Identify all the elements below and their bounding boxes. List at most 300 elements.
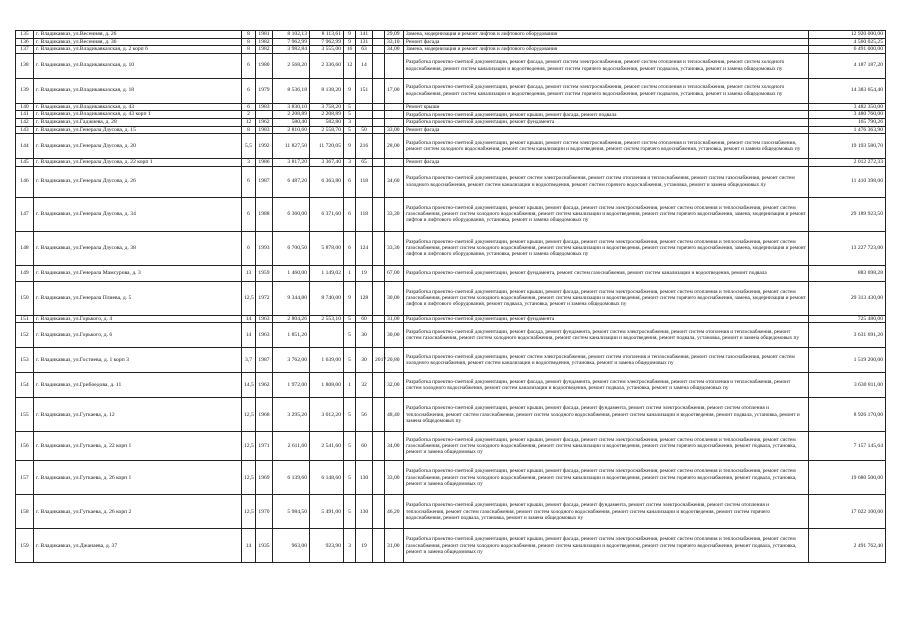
apartments-cell: 128: [356, 281, 373, 315]
total-area-cell: 1 972,00: [273, 373, 310, 398]
row-number-cell: 151: [16, 315, 34, 323]
apartments-cell: 60: [356, 315, 373, 323]
row-number-cell: 153: [16, 348, 34, 373]
cost-cell: 2 012 272,33: [809, 159, 886, 167]
row-number-cell: 145: [16, 159, 34, 167]
total-area-cell: 2 568,20: [273, 53, 310, 78]
apartments-cell: 19: [356, 529, 373, 563]
total-area-cell: 3 982,84: [273, 46, 310, 54]
apartments-cell: 151: [356, 78, 373, 103]
living-area-cell: 3 555,00: [310, 46, 344, 54]
apartments-cell: [356, 118, 373, 126]
floors-cell: 6: [242, 103, 256, 111]
year-cell: 1935: [256, 529, 273, 563]
wear-cell: 20,80: [385, 348, 404, 373]
floors-cell: 8: [242, 126, 256, 134]
year-cell: 1987: [256, 348, 273, 373]
apartments-cell: 141: [356, 31, 373, 39]
address-cell: г. Владикавказ, ул.Генерала Дзусова, д. 26: [34, 166, 242, 197]
row-number-cell: 147: [16, 197, 34, 231]
year-cell: 1986: [256, 159, 273, 167]
cost-cell: 3 480 760,00: [809, 111, 886, 119]
entrances-cell: 6: [344, 197, 356, 231]
row-number-cell: 142: [16, 118, 34, 126]
extra-year-cell: [373, 159, 385, 167]
address-cell: г. Владикавказ, ул.Горького, д. 6: [34, 323, 242, 348]
total-area-cell: 580,40: [273, 118, 310, 126]
year-cell: 1962: [256, 118, 273, 126]
table-row: [16, 126, 886, 134]
year-cell: 1959: [256, 265, 273, 281]
entrances-cell: 5: [344, 126, 356, 134]
wear-cell: 30,00: [385, 281, 404, 315]
year-cell: 1963: [256, 323, 273, 348]
floors-cell: 6: [242, 166, 256, 197]
wear-cell: 31,00: [385, 529, 404, 563]
cost-cell: 4 187 187,20: [809, 53, 886, 78]
entrances-cell: 9: [344, 281, 356, 315]
row-number-cell: 152: [16, 323, 34, 348]
entrances-cell: 9: [344, 78, 356, 103]
living-area-cell: 3 758,20: [310, 103, 344, 111]
living-area-cell: 2 541,60: [310, 432, 344, 461]
entrances-cell: 9: [344, 31, 356, 39]
living-area-cell: 8 138,20: [310, 78, 344, 103]
total-area-cell: 8 536,18: [273, 78, 310, 103]
year-cell: 1987: [256, 166, 273, 197]
floors-cell: 14: [242, 315, 256, 323]
wear-cell: 34,00: [385, 46, 404, 54]
work-description-cell: Разработка проектно-сметной документации, ремонт систем электроснабжения, ремонт систем отопления и теплоснабжения, ремонт систем газоснабжения, ремонт систем холодного водоснабжения, ремонт систем канализации и водоотведения, ремонт систем горячего водоснабжения, установка, ремонт и замена общедомовых пу: [404, 166, 809, 197]
table-row: [16, 315, 886, 323]
work-description-cell: Разработка проектно-сметной документации, ремонт крыши, ремонт фасада, ремонт систем электроснабжения, ремонт систем отопления и теплоснабжения, ремонт систем газоснабжения, ремонт систем холодного водоснабжения, ремонт систем канализации и водоотведения, ремонт систем горячего водоснабжения, ремонт подвала, установка, ремонт и замена общедомовых пу: [404, 432, 809, 461]
address-cell: г. Владикавказ, ул.Владикавказская, д. 2 корп 6: [34, 46, 242, 54]
apartments-cell: 131: [356, 38, 373, 46]
table-row: [16, 53, 886, 78]
living-area-cell: 2 336,60: [310, 53, 344, 78]
total-area-cell: 6 700,50: [273, 231, 310, 265]
address-cell: г. Владикавказ, ул.Горького, д. 4: [34, 315, 242, 323]
total-area-cell: 6 487,20: [273, 166, 310, 197]
apartments-cell: [356, 111, 373, 119]
work-description-cell: Замена, модернизация и ремонт лифтов и лифтового оборудования: [404, 46, 809, 54]
row-number-cell: 150: [16, 281, 34, 315]
entrances-cell: 6: [344, 166, 356, 197]
total-area-cell: 11 827,50: [273, 134, 310, 159]
address-cell: г. Владикавказ, ул.Генерала Дзусова, д. 34: [34, 197, 242, 231]
extra-year-cell: [373, 398, 385, 432]
work-description-cell: Ремонт фасада: [404, 159, 809, 167]
year-cell: 1969: [256, 461, 273, 495]
cost-cell: 7 157 145,64: [809, 432, 886, 461]
row-number-cell: 137: [16, 46, 34, 54]
wear-cell: 33,00: [385, 461, 404, 495]
apartments-cell: 118: [356, 197, 373, 231]
row-number-cell: 135: [16, 31, 34, 39]
floors-cell: 3: [242, 159, 256, 167]
entrances-cell: 6: [344, 231, 356, 265]
cost-cell: 3 482 350,00: [809, 103, 886, 111]
apartments-cell: 118: [356, 166, 373, 197]
wear-cell: 34,60: [385, 166, 404, 197]
work-description-cell: Разработка проектно-сметной документации, ремонт крыши, ремонт фасада, ремонт систем электроснабжения, ремонт систем отопления и теплоснабжения, ремонт систем газоснабжения, ремонт систем холодного водоснабжения, ремонт систем канализации и водоотведения, ремонт систем горячего водоснабжения, ремонт подвала, установка, ремонт и замена общедомовых пу: [404, 461, 809, 495]
year-cell: 1981: [256, 31, 273, 39]
address-cell: г. Владикавказ, ул.Генерала Дзусова, д. 15: [34, 126, 242, 134]
address-cell: г. Владикавказ, ул.Генерала Плиева, д. 5: [34, 281, 242, 315]
entrances-cell: 5: [344, 495, 356, 529]
cost-cell: 883 698,28: [809, 265, 886, 281]
living-area-cell: 1 639,00: [310, 348, 344, 373]
wear-cell: [385, 53, 404, 78]
wear-cell: [385, 111, 404, 119]
cost-cell: 19 680 500,00: [809, 461, 886, 495]
extra-year-cell: [373, 46, 385, 54]
wear-cell: [385, 118, 404, 126]
address-cell: г. Владикавказ, ул.Гугкаева, д. 22 корп 1: [34, 432, 242, 461]
apartments-cell: 30: [356, 348, 373, 373]
work-description-cell: Разработка проектно-сметной документации, ремонт фундамента, ремонт систем газоснабжения, ремонт систем канализации и водоотведения, ремонт подвала: [404, 265, 809, 281]
living-area-cell: 6 363,80: [310, 166, 344, 197]
cost-cell: 6 491 000,00: [809, 46, 886, 54]
floors-cell: 12,5: [242, 398, 256, 432]
table-row: [16, 31, 886, 39]
cost-cell: 17 022 100,00: [809, 495, 886, 529]
address-cell: г. Владикавказ, ул.Владикавказская, д. 18: [34, 78, 242, 103]
table-row: [16, 529, 886, 563]
work-description-cell: Разработка проектно-сметной документации, ремонт фундамента: [404, 315, 809, 323]
entrances-cell: 5: [344, 315, 356, 323]
extra-year-cell: [373, 529, 385, 563]
address-cell: г. Владикавказ, ул.Гугкаева, д. 26 корп 2: [34, 495, 242, 529]
extra-year-cell: [373, 111, 385, 119]
entrances-cell: 3: [344, 118, 356, 126]
work-description-cell: Ремонт фасада: [404, 38, 809, 46]
extra-year-cell: [373, 134, 385, 159]
floors-cell: 12,5: [242, 432, 256, 461]
apartments-cell: 50: [356, 126, 373, 134]
living-area-cell: 1 149,02: [310, 265, 344, 281]
wear-cell: 17,00: [385, 78, 404, 103]
total-area-cell: 2 208,89: [273, 111, 310, 119]
wear-cell: 31,00: [385, 315, 404, 323]
address-cell: г. Владикавказ, ул.Владикавказская, д. 10: [34, 53, 242, 78]
year-cell: 1983: [256, 103, 273, 111]
floors-cell: 6: [242, 53, 256, 78]
work-description-cell: Разработка проектно-сметной документации, ремонт крыши, ремонт систем электроснабжения, ремонт систем отопления и теплоснабжения, ремонт систем газоснабжения, ремонт систем холодного водоснабжения, ремонт систем канализации и водоотведения, ремонт систем горячего водоснабжения, установка, ремонт и замена общедомовых пу: [404, 134, 809, 159]
cost-cell: 19 193 580,70: [809, 134, 886, 159]
year-cell: 1980: [256, 53, 273, 78]
extra-year-cell: [373, 126, 385, 134]
extra-year-cell: [373, 53, 385, 78]
table-row: [16, 159, 886, 167]
row-number-cell: 155: [16, 398, 34, 432]
work-description-cell: Разработка проектно-сметной документации, ремонт крыши, ремонт фасада, ремонт систем электроснабжения, ремонт систем отопления и теплоснабжения, ремонт систем газоснабжения, ремонт систем холодного водоснабжения, ремонт систем канализации и водоотведения, ремонт систем горячего водоснабжения, замена, модернизация и ремонт лифтов и лифтового оборудования, установка, ремонт и замена общедомовых пу: [404, 197, 809, 231]
floors-cell: 6: [242, 231, 256, 265]
apartments-cell: 130: [356, 461, 373, 495]
apartments-cell: 32: [356, 373, 373, 398]
work-description-cell: Разработка проектно-сметной документации, ремонт крыши, ремонт фасада, ремонт систем электроснабжения, ремонт систем отопления и теплоснабжения, ремонт систем газоснабжения, ремонт систем холодного водоснабжения, ремонт систем канализации и водоотведения, ремонт систем горячего водоснабжения, ремонт подвала, установка, ремонт и замена общедомовых пу: [404, 529, 809, 563]
row-number-cell: 156: [16, 432, 34, 461]
living-area-cell: 7 962,99: [310, 38, 344, 46]
work-description-cell: Разработка проектно-сметной документации, ремонт крыши, ремонт фасада, ремонт фундамента, ремонт систем электроснабжения, ремонт систем отопления и теплоснабжения, ремонт систем газоснабжения, ремонт систем холодного водоснабжения, ремонт систем канализации и водоотведения, ремонт систем горячего водоснабжения, ремонт подвала, установка, ремонт и замена общедомовых пу: [404, 495, 809, 529]
address-cell: г. Владикавказ, ул.Владикавказская, д. 43: [34, 103, 242, 111]
wear-cell: 32,00: [385, 373, 404, 398]
total-area-cell: 3 830,10: [273, 103, 310, 111]
apartments-cell: 130: [356, 495, 373, 529]
address-cell: г. Владикавказ, ул.Гаджиева, д. 28: [34, 118, 242, 126]
year-cell: 1963: [256, 315, 273, 323]
total-area-cell: 2 810,60: [273, 126, 310, 134]
total-area-cell: 9 344,80: [273, 281, 310, 315]
wear-cell: 30,00: [385, 323, 404, 348]
total-area-cell: 2 804,26: [273, 315, 310, 323]
floors-cell: 3,7: [242, 348, 256, 373]
floors-cell: 2: [242, 111, 256, 119]
wear-cell: 33,30: [385, 197, 404, 231]
floors-cell: 8: [242, 31, 256, 39]
living-area-cell: 923,90: [310, 529, 344, 563]
work-description-cell: Разработка проектно-сметной документации, ремонт крыши, ремонт фасада, ремонт систем электроснабжения, ремонт систем отопления и теплоснабжения, ремонт систем газоснабжения, ремонт систем холодного водоснабжения, ремонт систем канализации и водоотведения, ремонт систем горячего водоснабжения, замена, модернизация и ремонт лифтов и лифтового оборудования, ремонт подвала, установка, ремонт и замена общедомовых пу: [404, 281, 809, 315]
address-cell: г. Владикавказ, ул.Джанаева, д. 37: [34, 529, 242, 563]
total-area-cell: 963,00: [273, 529, 310, 563]
wear-cell: [385, 159, 404, 167]
wear-cell: 34,00: [385, 432, 404, 461]
row-number-cell: 136: [16, 38, 34, 46]
cost-cell: 8 926 170,00: [809, 398, 886, 432]
apartments-cell: 14: [356, 53, 373, 78]
living-area-cell: 2 553,10: [310, 315, 344, 323]
cost-cell: 12 920 000,00: [809, 31, 886, 39]
work-description-cell: Разработка проектно-сметной документации, ремонт фундамента: [404, 118, 809, 126]
floors-cell: 12: [242, 118, 256, 126]
year-cell: 1968: [256, 398, 273, 432]
table-row: [16, 432, 886, 461]
address-cell: г. Владикавказ, ул.Гостиева, д. 1 корп 3: [34, 348, 242, 373]
extra-year-cell: [373, 315, 385, 323]
address-cell: г. Владикавказ, ул.Грибоедова, д. 11: [34, 373, 242, 398]
floors-cell: 5,5: [242, 134, 256, 159]
cost-cell: 2 491 762,40: [809, 529, 886, 563]
row-number-cell: 157: [16, 461, 34, 495]
table-row: [16, 38, 886, 46]
row-number-cell: 138: [16, 53, 34, 78]
cost-cell: 29 313 430,00: [809, 281, 886, 315]
apartments-cell: 63: [356, 46, 373, 54]
year-cell: 1972: [256, 281, 273, 315]
table-row: [16, 111, 886, 119]
cost-cell: 13 227 723,00: [809, 231, 886, 265]
address-cell: г. Владикавказ, ул.Весенняя, д. 26: [34, 31, 242, 39]
apartments-cell: 56: [356, 398, 373, 432]
living-area-cell: 1 808,00: [310, 373, 344, 398]
extra-year-cell: [373, 373, 385, 398]
total-area-cell: 1 460,00: [273, 265, 310, 281]
table-row: [16, 398, 886, 432]
floors-cell: 14: [242, 529, 256, 563]
extra-year-cell: [373, 78, 385, 103]
floors-cell: 12,5: [242, 461, 256, 495]
row-number-cell: 146: [16, 166, 34, 197]
apartments-cell: 124: [356, 231, 373, 265]
address-cell: г. Владикавказ, ул.Генерала Дзусова, д. 20: [34, 134, 242, 159]
table-row: [16, 461, 886, 495]
living-area-cell: 8 740,00: [310, 281, 344, 315]
year-cell: 1982: [256, 46, 273, 54]
floors-cell: 14,5: [242, 373, 256, 398]
living-area-cell: [310, 323, 344, 348]
year-cell: 1982: [256, 38, 273, 46]
total-area-cell: 3 817,20: [273, 159, 310, 167]
year-cell: 1971: [256, 432, 273, 461]
wear-cell: 29,09: [385, 31, 404, 39]
row-number-cell: 149: [16, 265, 34, 281]
entrances-cell: 3: [344, 529, 356, 563]
extra-year-cell: [373, 197, 385, 231]
extra-year-cell: [373, 323, 385, 348]
extra-year-cell: [373, 118, 385, 126]
extra-year-cell: [373, 103, 385, 111]
work-description-cell: Ремонт крыши: [404, 103, 809, 111]
apartments-cell: 30: [356, 323, 373, 348]
entrances-cell: 5: [344, 103, 356, 111]
apartments-cell: 19: [356, 265, 373, 281]
address-cell: г. Владикавказ, ул.Генерала Дзусова, д. 38: [34, 231, 242, 265]
work-description-cell: Разработка проектно-сметной документации, ремонт фасада, ремонт систем электроснабжения, ремонт систем отопления и теплоснабжения, ремонт систем холодного водоснабжения, ремонт систем канализации и водоотведения, ремонт систем горячего водоснабжения, ремонт подвалов, установка, ремонт и замена общедомовых пу: [404, 78, 809, 103]
table-row: [16, 348, 886, 373]
entrances-cell: 1: [344, 373, 356, 398]
extra-year-cell: [373, 281, 385, 315]
living-area-cell: 6 371,60: [310, 197, 344, 231]
table-row: [16, 323, 886, 348]
year-cell: 1988: [256, 197, 273, 231]
wear-cell: 28,00: [385, 134, 404, 159]
cost-cell: 1 519 200,00: [809, 348, 886, 373]
entrances-cell: 9: [344, 38, 356, 46]
cost-cell: 14 383 654,40: [809, 78, 886, 103]
floors-cell: 8: [242, 38, 256, 46]
apartments-cell: 65: [356, 159, 373, 167]
year-cell: 1992: [256, 134, 273, 159]
address-cell: г. Владикавказ, ул.Гугкаева, д. 12: [34, 398, 242, 432]
total-area-cell: 5 984,50: [273, 495, 310, 529]
floors-cell: 13: [242, 265, 256, 281]
work-description-cell: Разработка проектно-сметной документации, ремонт крыши, ремонт фасада, ремонт фундамента, ремонт систем электроснабжения, ремонт систем отопления и теплоснабжения, ремонт систем газоснабжения, ремонт систем холодного водоснабжения, ремонт систем канализации и водоотведения, ремонт подвала, установка, ремонт и замена общедомовых пу: [404, 398, 809, 432]
row-number-cell: 159: [16, 529, 34, 563]
row-number-cell: 158: [16, 495, 34, 529]
entrances-cell: 16: [344, 46, 356, 54]
extra-year-cell: [373, 166, 385, 197]
entrances-cell: 3: [344, 159, 356, 167]
extra-year-cell: [373, 31, 385, 39]
year-cell: 1979: [256, 78, 273, 103]
entrances-cell: 5: [344, 461, 356, 495]
work-description-cell: Разработка проектно-сметной документации, ремонт крыши, ремонт фасада, ремонт систем электроснабжения, ремонт систем отопления и теплоснабжения, ремонт систем газоснабжения, ремонт систем холодного водоснабжения, ремонт систем канализации и водоотведения, ремонт систем горячего водоснабжения, замена, модернизация и ремонт лифтов и лифтового оборудования, установка, ремонт и замена общедомовых пу: [404, 231, 809, 265]
entrances-cell: 9: [344, 134, 356, 159]
living-area-cell: 3 012,20: [310, 398, 344, 432]
work-description-cell: Разработка проектно-сметной документации, ремонт крыши, ремонт фасада, ремонт подвала: [404, 111, 809, 119]
floors-cell: 6: [242, 78, 256, 103]
row-number-cell: 141: [16, 111, 34, 119]
extra-year-cell: [373, 495, 385, 529]
living-area-cell: 5 878,00: [310, 231, 344, 265]
table-row: [16, 78, 886, 103]
table-row: [16, 495, 886, 529]
work-description-cell: Разработка проектно-сметной документации, ремонт фасада, ремонт систем электроснабжения, ремонт систем отопления и теплоснабжения, ремонт систем холодного водоснабжения, ремонт систем канализации и водоотведения, ремонт систем горячего водоснабжения, ремонт подвалов, установка, ремонт и замена общедомовых пу: [404, 53, 809, 78]
total-area-cell: 7 962,99: [273, 38, 310, 46]
cost-cell: 165 790,26: [809, 118, 886, 126]
table-row: [16, 46, 886, 54]
floors-cell: 12,5: [242, 495, 256, 529]
row-number-cell: 148: [16, 231, 34, 265]
entrances-cell: 5: [344, 323, 356, 348]
living-area-cell: 2 558,70: [310, 126, 344, 134]
entrances-cell: 5: [344, 398, 356, 432]
wear-cell: 33,30: [385, 231, 404, 265]
entrances-cell: 5: [344, 348, 356, 373]
living-area-cell: 3 367,40: [310, 159, 344, 167]
total-area-cell: 3 762,00: [273, 348, 310, 373]
apartments-cell: [356, 103, 373, 111]
year-cell: 1970: [256, 495, 273, 529]
total-area-cell: 1 851,20: [273, 323, 310, 348]
floors-cell: 8: [242, 46, 256, 54]
year-cell: 1962: [256, 373, 273, 398]
table-row: [16, 118, 886, 126]
living-area-cell: 8 113,61: [310, 31, 344, 39]
living-area-cell: 582,80: [310, 118, 344, 126]
cost-cell: 3 630 811,00: [809, 373, 886, 398]
table-row: [16, 197, 886, 231]
address-cell: г. Владикавказ, ул.Весенняя, д. 36: [34, 38, 242, 46]
entrances-cell: 12: [344, 53, 356, 78]
cost-cell: 725 480,00: [809, 315, 886, 323]
address-cell: г. Владикавказ, ул.Владикавказская, д. 43 корп 1: [34, 111, 242, 119]
floors-cell: 12,5: [242, 281, 256, 315]
living-area-cell: 2 208,89: [310, 111, 344, 119]
cost-cell: 29 189 923,50: [809, 197, 886, 231]
extra-year-cell: [373, 432, 385, 461]
extra-year-cell: [373, 38, 385, 46]
table-row: [16, 265, 886, 281]
table-row: [16, 103, 886, 111]
row-number-cell: 139: [16, 78, 34, 103]
year-cell: [256, 111, 273, 119]
total-area-cell: 6 360,00: [273, 197, 310, 231]
total-area-cell: 8 102,13: [273, 31, 310, 39]
living-area-cell: 5 491,00: [310, 495, 344, 529]
address-cell: г. Владикавказ, ул.Гугкаева, д. 26 корп 1: [34, 461, 242, 495]
year-cell: 1993: [256, 231, 273, 265]
row-number-cell: 154: [16, 373, 34, 398]
wear-cell: 67,00: [385, 265, 404, 281]
total-area-cell: 6 139,60: [273, 461, 310, 495]
total-area-cell: 2 611,60: [273, 432, 310, 461]
row-number-cell: 140: [16, 103, 34, 111]
cost-cell: 11 410 398,00: [809, 166, 886, 197]
table-row: [16, 281, 886, 315]
wear-cell: 46,20: [385, 495, 404, 529]
address-cell: г. Владикавказ, ул.Генерала Дзусова, д. 22 корп 1: [34, 159, 242, 167]
table-row: [16, 373, 886, 398]
wear-cell: 33,10: [385, 38, 404, 46]
apartments-cell: 216: [356, 134, 373, 159]
extra-year-cell: [373, 265, 385, 281]
apartments-cell: 60: [356, 432, 373, 461]
entrances-cell: 5: [344, 111, 356, 119]
table-row: [16, 231, 886, 265]
entrances-cell: 5: [344, 432, 356, 461]
total-area-cell: 3 295,20: [273, 398, 310, 432]
